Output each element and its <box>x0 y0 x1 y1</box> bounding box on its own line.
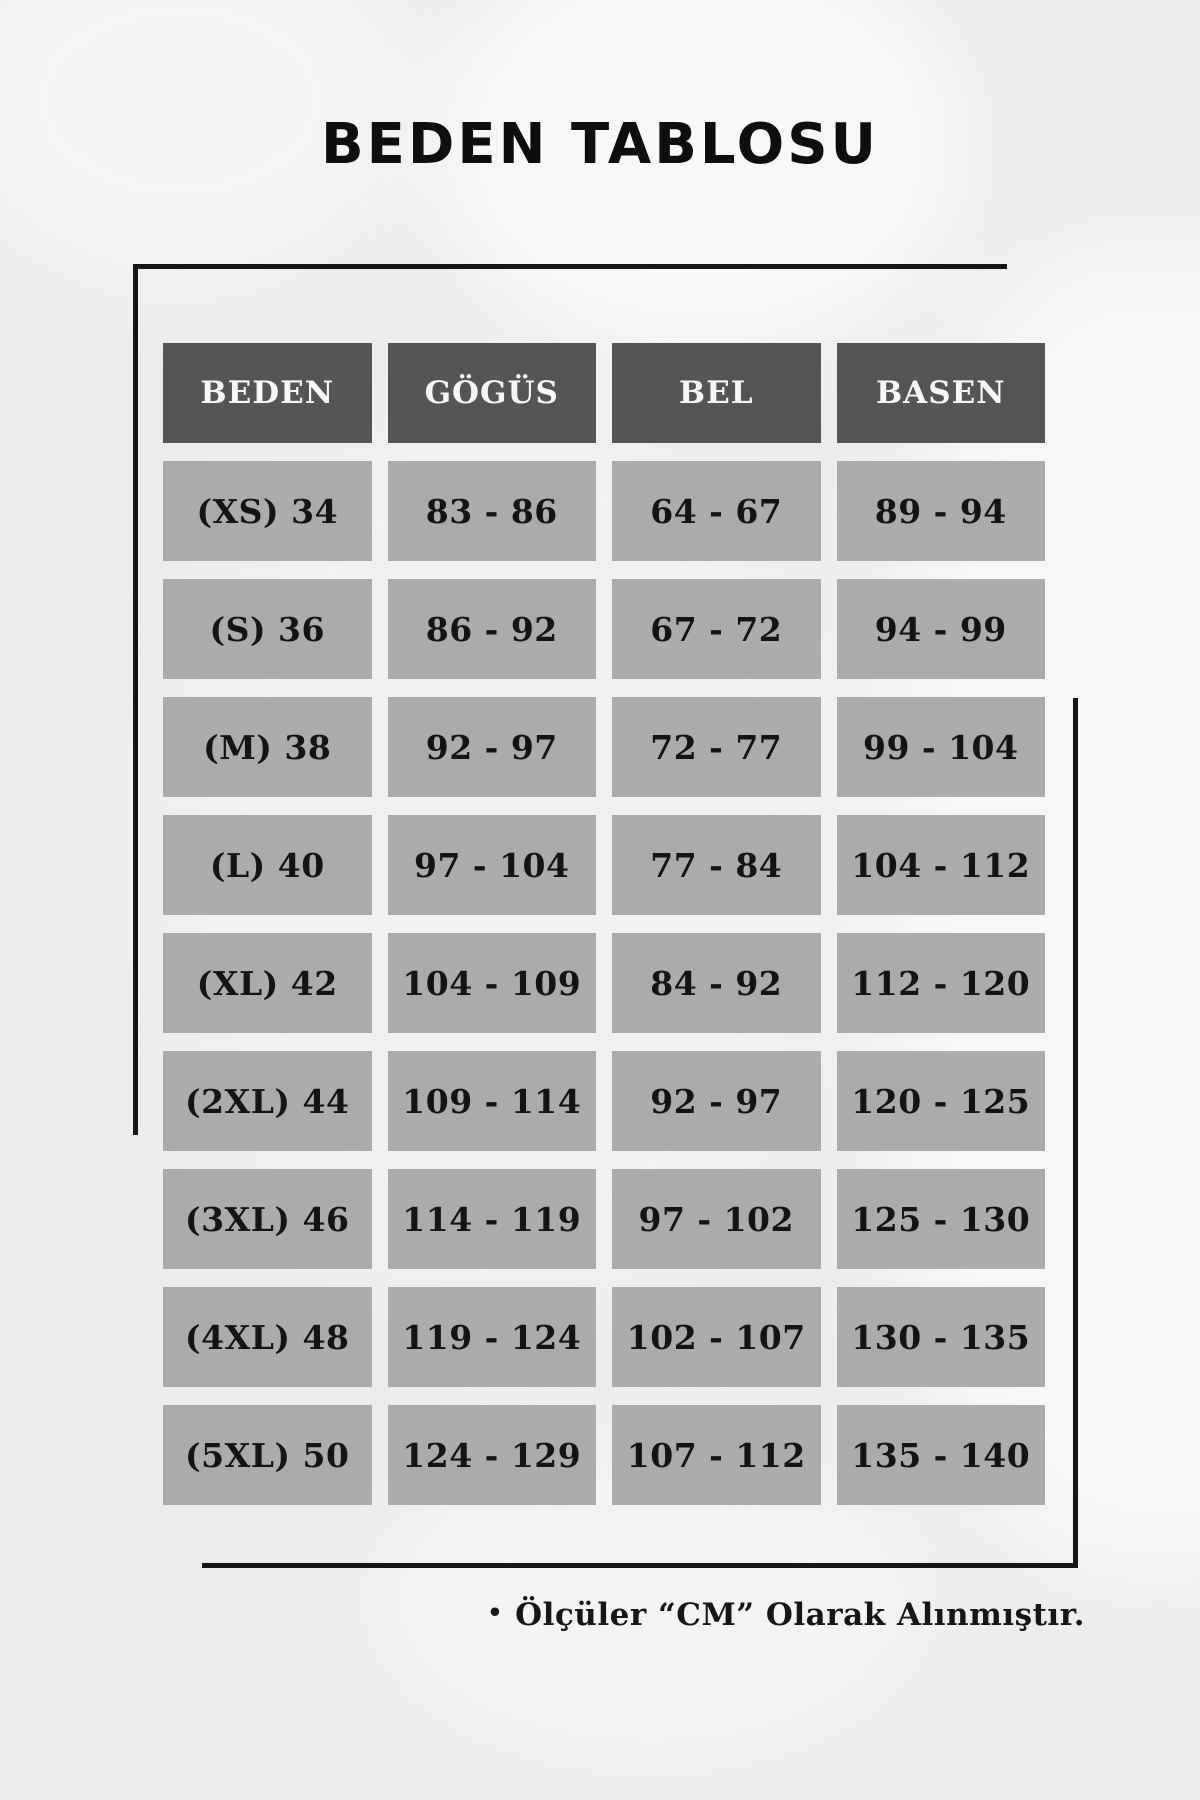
column-header: BASEN <box>837 343 1046 443</box>
size-label-cell: (4XL) 48 <box>163 1287 372 1387</box>
measurement-cell: 104 - 109 <box>388 933 597 1033</box>
measurement-cell: 109 - 114 <box>388 1051 597 1151</box>
measurement-cell: 102 - 107 <box>612 1287 821 1387</box>
measurement-note-text: Ölçüler “CM” Olarak Alınmıştır. <box>515 1597 1085 1633</box>
size-label-cell: (M) 38 <box>163 697 372 797</box>
measurement-cell: 92 - 97 <box>612 1051 821 1151</box>
frame-line-right <box>1073 698 1078 1568</box>
measurement-cell: 107 - 112 <box>612 1405 821 1505</box>
size-label-cell: (XL) 42 <box>163 933 372 1033</box>
page-title: BEDEN TABLOSU <box>320 112 879 177</box>
measurement-cell: 89 - 94 <box>837 461 1046 561</box>
frame-line-bottom <box>202 1563 1078 1568</box>
measurement-cell: 67 - 72 <box>612 579 821 679</box>
measurement-cell: 94 - 99 <box>837 579 1046 679</box>
measurement-cell: 99 - 104 <box>837 697 1046 797</box>
measurement-cell: 86 - 92 <box>388 579 597 679</box>
size-label-cell: (XS) 34 <box>163 461 372 561</box>
column-header: BEL <box>612 343 821 443</box>
size-label-cell: (L) 40 <box>163 815 372 915</box>
measurement-cell: 119 - 124 <box>388 1287 597 1387</box>
size-label-cell: (3XL) 46 <box>163 1169 372 1269</box>
size-table <box>163 343 1045 1505</box>
frame-line-left <box>133 264 138 1135</box>
measurement-cell: 64 - 67 <box>612 461 821 561</box>
measurement-cell: 135 - 140 <box>837 1405 1046 1505</box>
measurement-cell: 114 - 119 <box>388 1169 597 1269</box>
measurement-cell: 83 - 86 <box>388 461 597 561</box>
measurement-cell: 97 - 102 <box>612 1169 821 1269</box>
bullet-icon: • <box>487 1598 504 1627</box>
measurement-note <box>487 1597 1085 1633</box>
size-label-cell: (2XL) 44 <box>163 1051 372 1151</box>
measurement-cell: 72 - 77 <box>612 697 821 797</box>
frame-line-top <box>135 264 1007 269</box>
column-header: GÖGÜS <box>388 343 597 443</box>
measurement-cell: 124 - 129 <box>388 1405 597 1505</box>
measurement-cell: 97 - 104 <box>388 815 597 915</box>
measurement-cell: 130 - 135 <box>837 1287 1046 1387</box>
measurement-cell: 120 - 125 <box>837 1051 1046 1151</box>
measurement-cell: 84 - 92 <box>612 933 821 1033</box>
size-label-cell: (S) 36 <box>163 579 372 679</box>
measurement-cell: 92 - 97 <box>388 697 597 797</box>
measurement-cell: 125 - 130 <box>837 1169 1046 1269</box>
measurement-cell: 112 - 120 <box>837 933 1046 1033</box>
measurement-cell: 104 - 112 <box>837 815 1046 915</box>
size-label-cell: (5XL) 50 <box>163 1405 372 1505</box>
column-header: BEDEN <box>163 343 372 443</box>
measurement-cell: 77 - 84 <box>612 815 821 915</box>
background-photo-highlight <box>430 0 970 360</box>
